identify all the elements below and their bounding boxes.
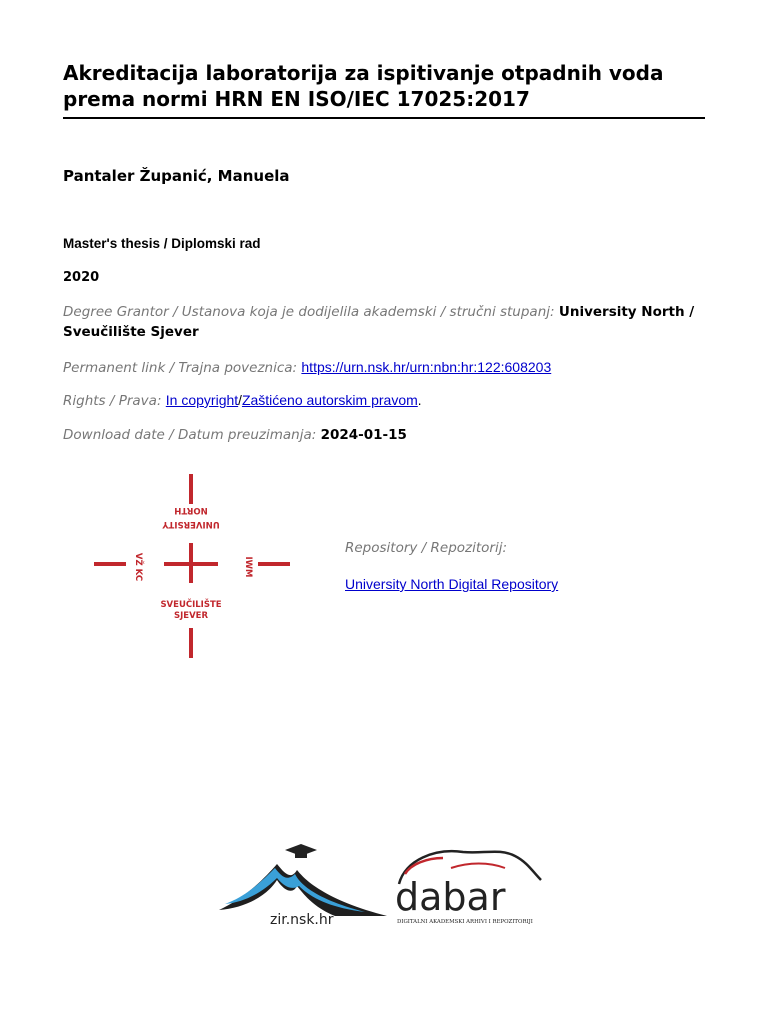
zir-logo-icon <box>219 844 387 928</box>
rights-end: . <box>417 393 422 408</box>
logo-text-right: IWM <box>243 556 253 578</box>
logo-text-university: UNIVERSITY <box>162 519 220 529</box>
dabar-subtitle: DIGITALNI AKADEMSKI ARHIVI I REPOZITORIJI <box>397 919 533 925</box>
document-year: 2020 <box>63 270 100 285</box>
download-date-row <box>63 425 713 445</box>
university-north-emblem-icon <box>88 470 298 662</box>
permanent-link-label: Permanent link / Trajna poveznica: <box>63 360 298 376</box>
author-name: Pantaler Županić, Manuela <box>63 167 290 185</box>
repository-label: Repository / Repozitorij: <box>345 540 508 556</box>
rights-separator: / <box>238 393 242 408</box>
permanent-link[interactable]: https://urn.nsk.hr/urn:nbn:hr:122:608203 <box>301 359 552 375</box>
title-divider <box>63 117 705 119</box>
logo-text-north: NORTH <box>174 505 208 515</box>
degree-grantor-value: University North / Sveučilište Sjever <box>63 304 695 340</box>
document-type: Master's thesis / Diplomski rad <box>63 236 261 251</box>
dabar-logo-icon <box>395 851 541 925</box>
zir-text: zir.nsk.hr <box>270 912 334 928</box>
document-title: Akreditacija laboratorija za ispitivanje otpadnih voda prema normi HRN EN ISO/IEC 17025:2017 <box>63 61 664 111</box>
rights-row <box>63 390 713 411</box>
zir-dabar-logos-icon <box>215 838 555 930</box>
rights-label: Rights / Prava: <box>63 393 162 409</box>
university-north-logo <box>88 470 298 662</box>
rights-link-zasticeno[interactable]: Zaštićeno autorskim pravom <box>241 392 418 408</box>
rights-link-in-copyright[interactable]: In copyright <box>165 392 239 408</box>
logo-text-left: VŽ KC <box>133 552 143 582</box>
logo-text-sveuciliste: SVEUČILIŠTE <box>160 600 222 610</box>
logo-text-sjever: SJEVER <box>173 611 209 621</box>
degree-grantor-row <box>63 302 713 342</box>
footer-logos <box>215 838 555 930</box>
degree-grantor-label: Degree Grantor / Ustanova koja je dodijelila akademski / stručni stupanj: <box>63 304 555 320</box>
permanent-link-row <box>63 357 713 378</box>
download-date-label: Download date / Datum preuzimanja: <box>63 427 317 443</box>
download-date-value: 2024-01-15 <box>320 427 407 443</box>
dabar-text: dabar <box>395 875 506 919</box>
repository-link[interactable]: University North Digital Repository <box>345 576 559 592</box>
